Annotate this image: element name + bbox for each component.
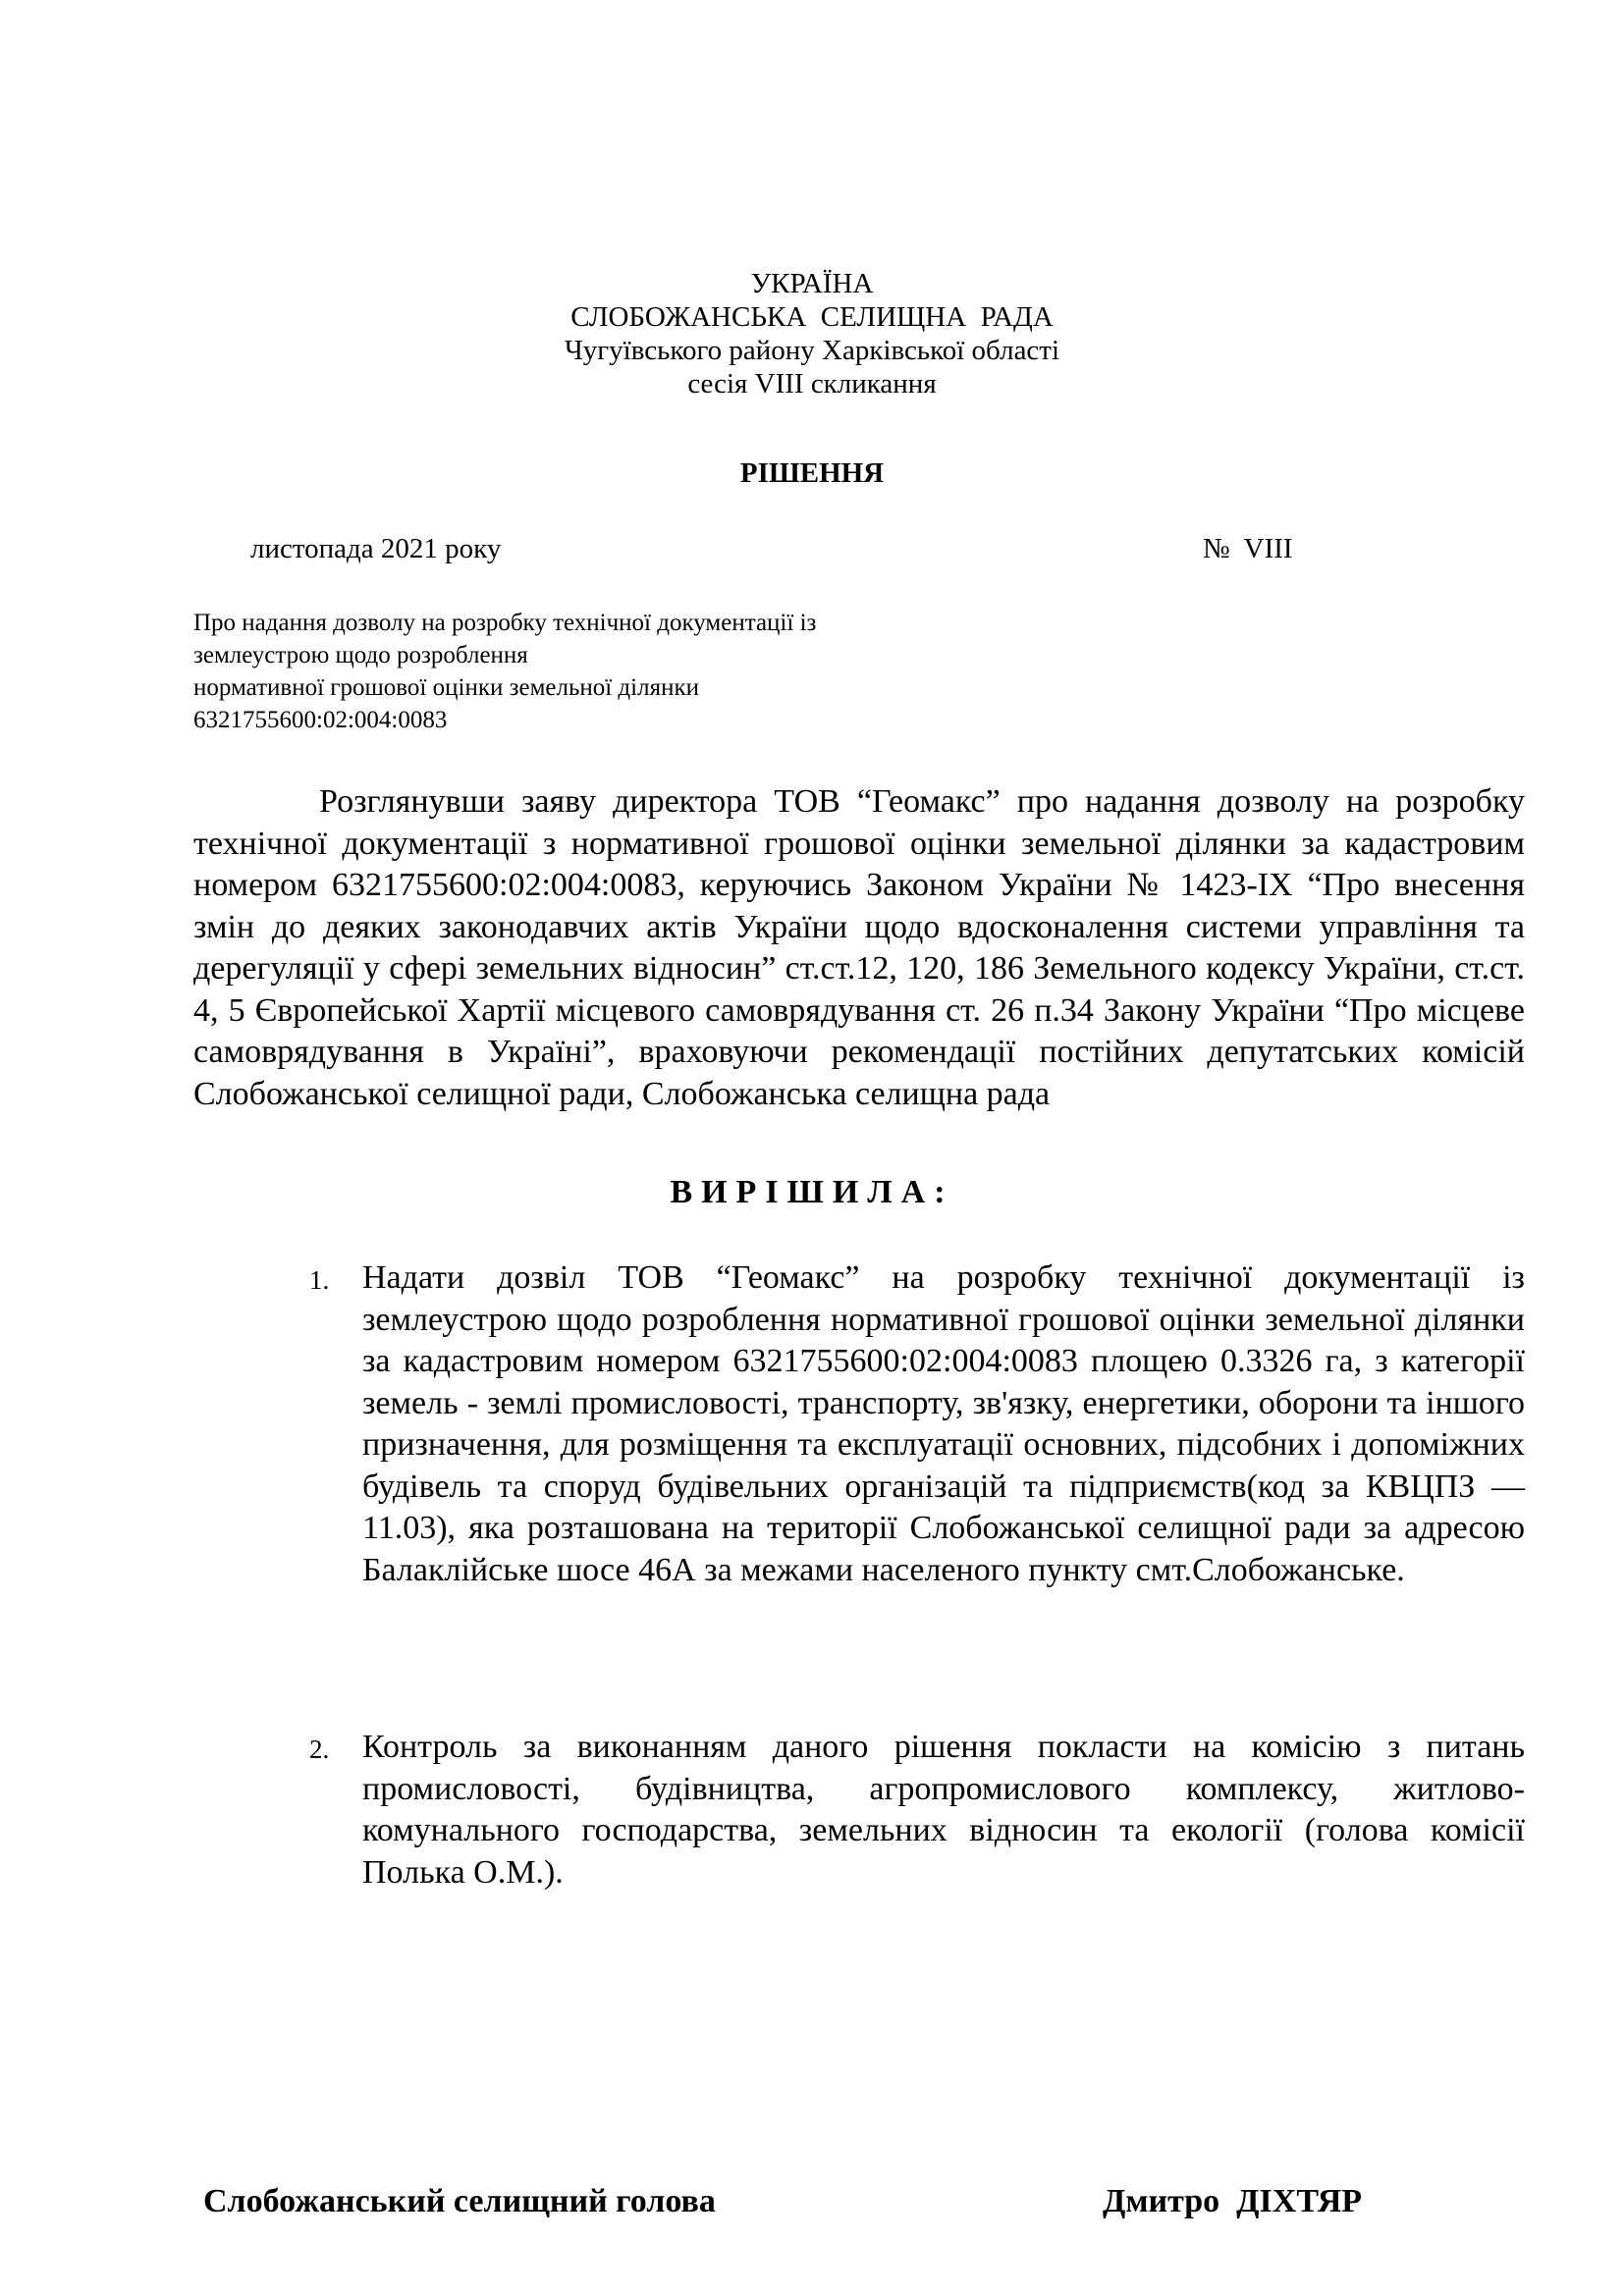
document-header [0, 267, 1624, 400]
header-district: Чугуївського району Харківської області [564, 335, 1060, 366]
item-text: Надати дозвіл ТОВ “Геомакс” на розробку технічної документації із землеустрою щодо розроблення нормативної грошової оцінки земельної ділянки за кадастровим номером 6321755600:02:004:0083 площею 0.3326 га, з категорії земель - землі промисловості, транспорту, зв'язку, енергетики, оборони та іншого призначення, для розміщення та експлуатації основних, підсобних і допоміжних будівель та споруд будівельних організацій та підприємств(код за КВЦПЗ — 11.03), яка розташована на території Слобожанської селищної ради за адресою Балаклійське шосе 46А за межами населеного пункту смт.Слобожанське. [362, 1259, 1525, 1588]
signatory-name: Дмитро ДІХТЯР [1103, 2183, 1363, 2219]
decided-heading: ВИРІШИЛА: [670, 1174, 954, 1210]
item-text: Контроль за виконанням даного рішення покласти на комісію з питань промисловості, будівництва, агропромислового комплексу, житлово-комунального господарства, земельних відносин та екології (голова комісії Полька О.М.). [362, 1729, 1525, 1891]
signatory-position: Слобожанський селищний голова [203, 2183, 716, 2219]
header-country: УКРАЇНА [750, 268, 874, 299]
item-number: 2. [309, 1735, 330, 1764]
subject-line: нормативної грошової оцінки земельної ділянки [193, 674, 699, 701]
preamble-paragraph: Розглянувши заяву директора ТОВ “Геомакс” про надання дозволу на розробку технічної документації з нормативної грошової оцінки земельної ділянки за кадастровим номером 6321755600:02:004:0083, керуючись Законом України № 1423-IX “Про внесення змін до деяких законодавчих актів України щодо вдосконалення системи управління та дерегуляції у сфері земельних відносин” ст.ст.12, 120, 186 Земельного кодексу України, ст.ст. 4, 5 Європейської Хартії місцевого самоврядування ст. 26 п.34 Закону України “Про місцеве самоврядування в Україні”, враховуючи рекомендації постійних депутатських комісій Слобожанської селищної ради, Слобожанська селищна рада [193, 783, 1525, 1112]
document-title: РІШЕННЯ [739, 457, 885, 489]
subject-line: 6321755600:02:004:0083 [193, 707, 448, 733]
decision-date: листопада 2021 року [250, 533, 502, 564]
decision-subject [193, 607, 1077, 736]
subject-line: землеустрою щодо розроблення [193, 642, 528, 668]
resolution-item [309, 1257, 1525, 1591]
header-council: СЛОБОЖАНСЬКА СЕЛИЩНА РАДА [570, 301, 1054, 333]
subject-line: Про надання дозволу на розробку технічної документації із [193, 610, 817, 636]
header-session: сесія VIII скликання [687, 368, 937, 400]
resolution-item [309, 1727, 1525, 1894]
decision-number: № VIII [1203, 533, 1293, 564]
item-number: 1. [309, 1265, 330, 1295]
